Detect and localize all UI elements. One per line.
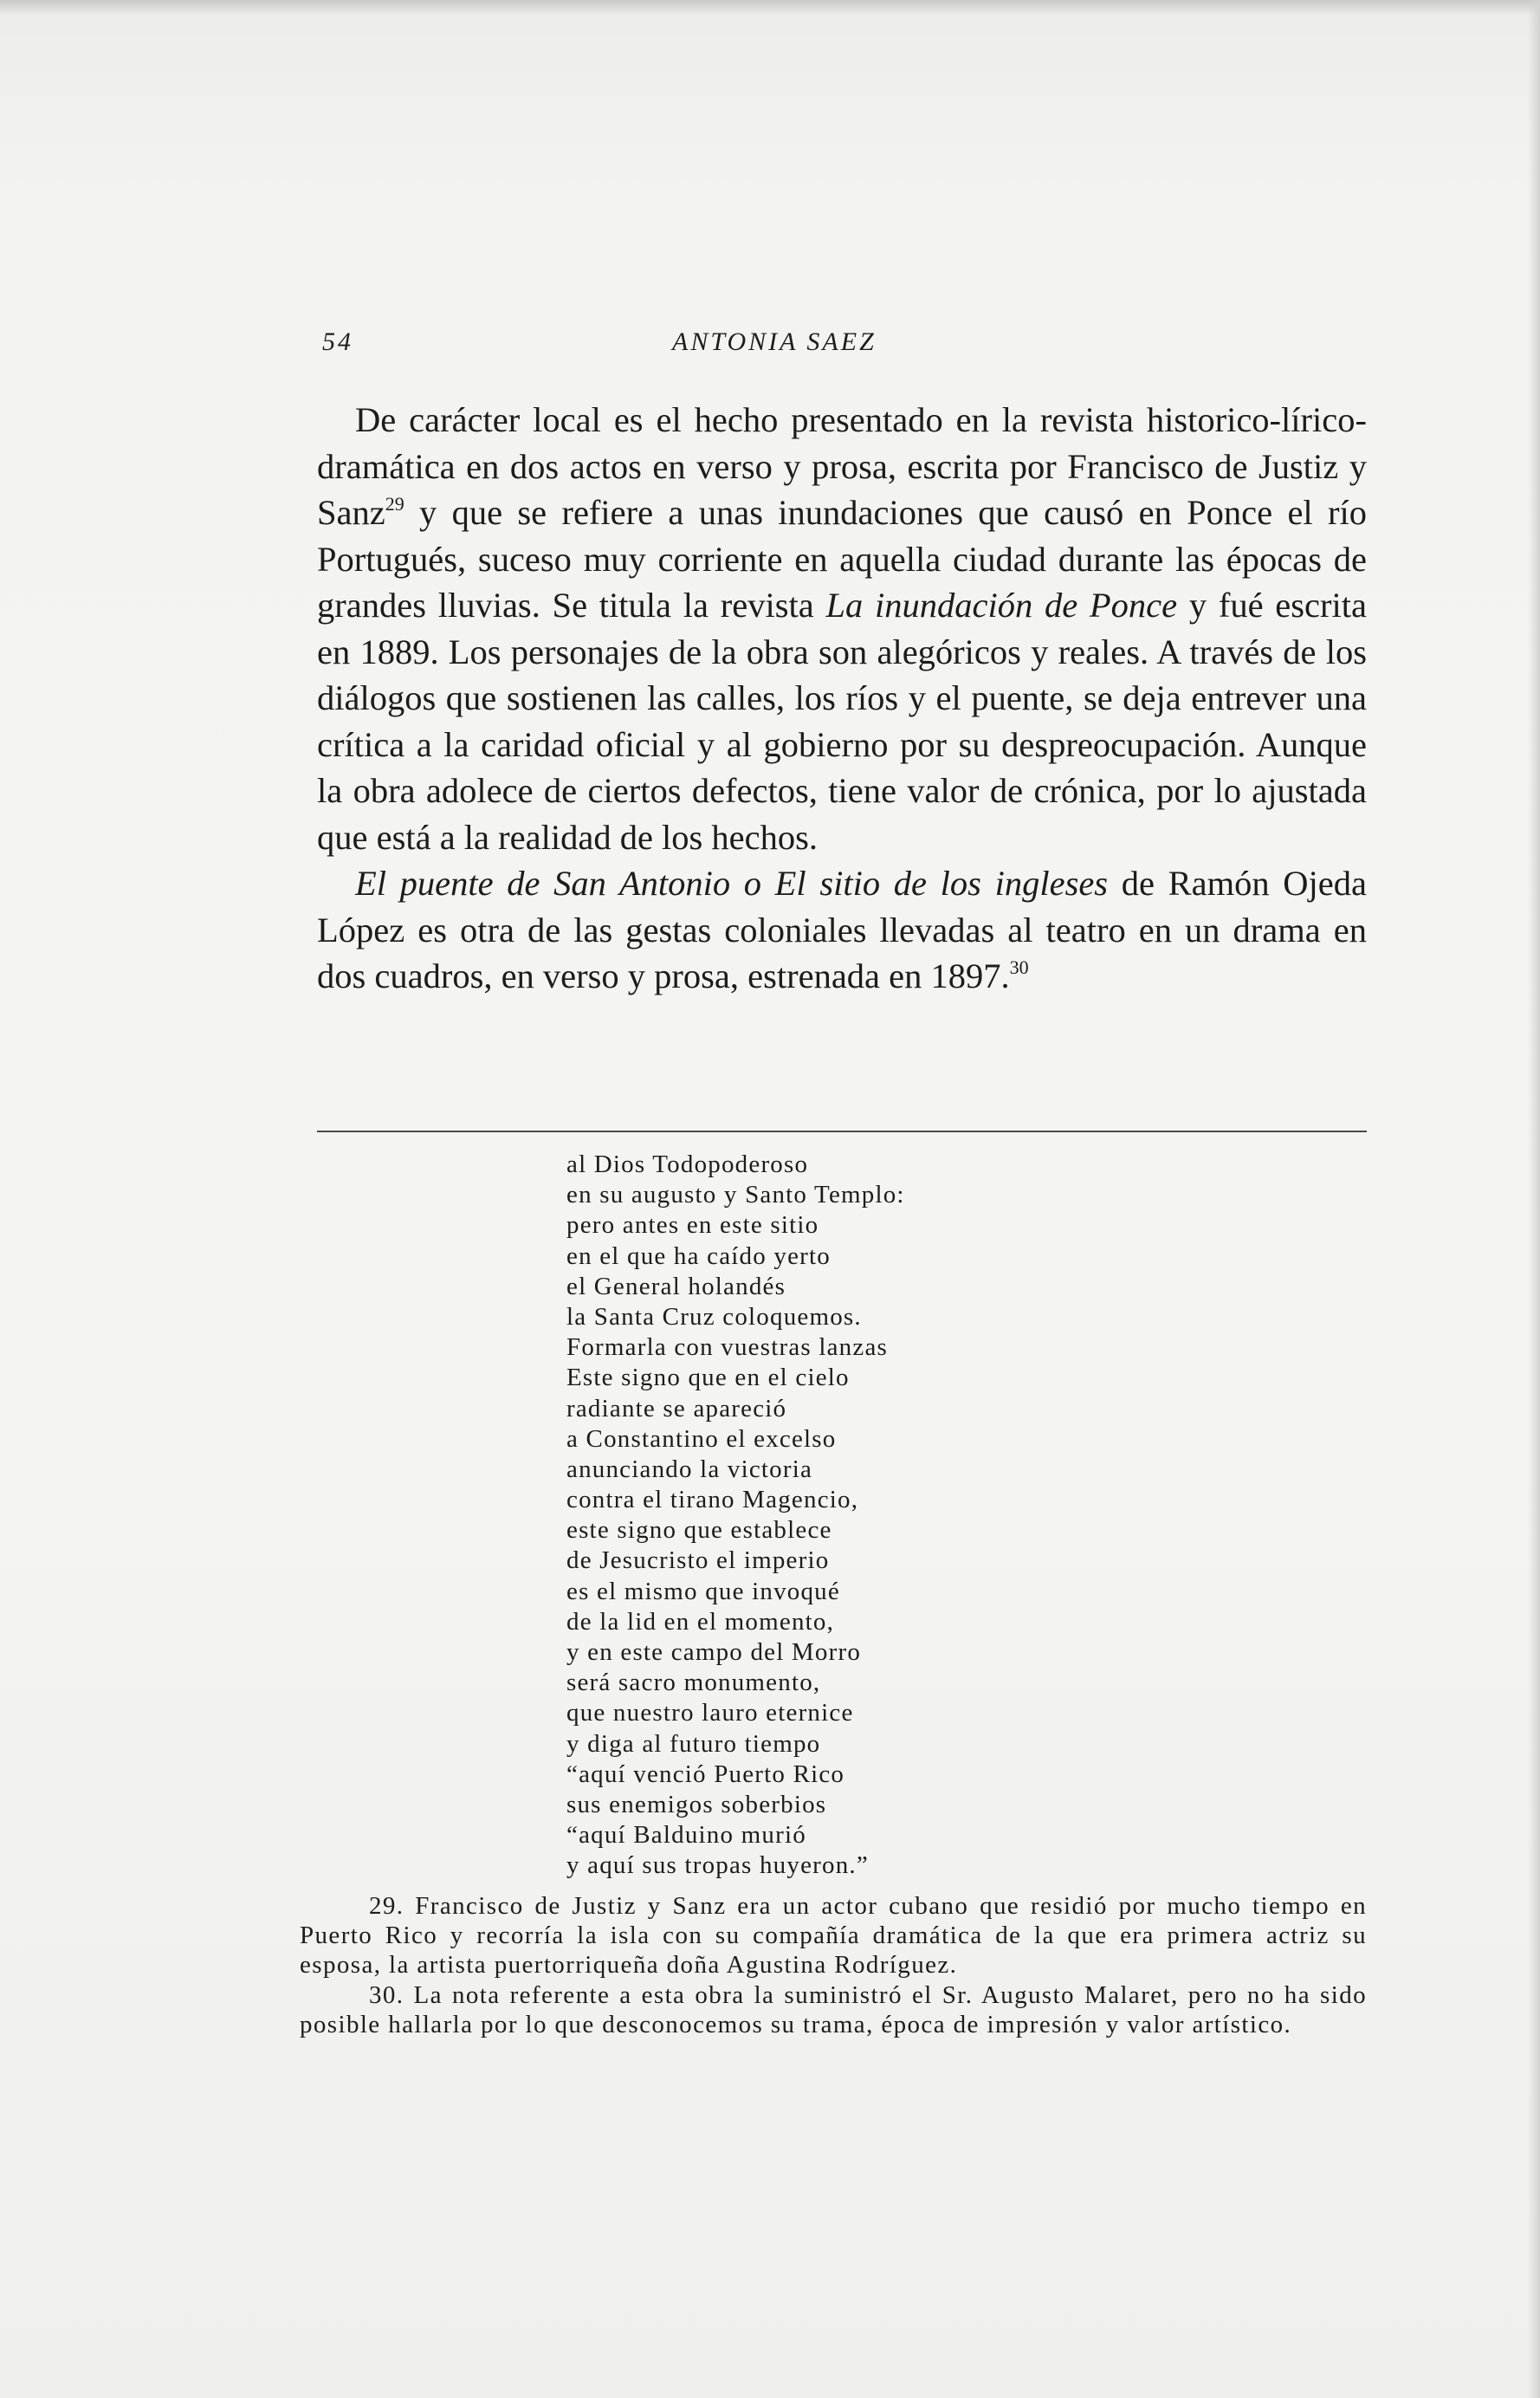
footnote-ref-29: 29 (385, 493, 404, 515)
footnote-30: 30. La nota referente a esta obra la suministró el Sr. Augusto Malaret, pero no ha sido posible hallarla por lo que desconocemos su trama, época de impresión y valor artístico. (300, 1980, 1367, 2038)
verse-line: en el que ha caído yerto (566, 1241, 831, 1270)
verse-quotation (566, 1150, 1173, 1882)
verse-line: a Constantino el excelso (566, 1424, 837, 1453)
verse-line: y en este campo del Morro (566, 1638, 862, 1666)
verse-line: este signo que establece (566, 1516, 832, 1545)
verse-line: anunciando la victoria (566, 1455, 813, 1483)
verse-line: sus enemigos soberbios (566, 1790, 827, 1818)
verse-line: y aquí sus tropas huyeron.” (566, 1851, 869, 1880)
footnote-ref-30: 30 (1009, 956, 1029, 978)
page-number: 54 (322, 327, 353, 356)
paragraph-1-text-cont: y que se refiere a unas inundaciones que causó en Ponce el río Portugués, suceso muy corriente en aquella ciudad durante las épocas de grandes lluvias. Se titula la revista (317, 493, 1367, 625)
work-title-puente: El puente de San Antonio o El sitio de los ingleses (355, 864, 1109, 903)
verse-line: que nuestro lauro eternice (566, 1699, 854, 1727)
footnotes (300, 1891, 1367, 2039)
scan-shadow-right (1528, 0, 1540, 2398)
paragraph-1-text-end: y fué escrita en 1889. Los personajes de la obra son alegóricos y reales. A través de los diálogos que sostienen las calles, los ríos y el puente, se deja entrever una crítica a la caridad oficial y al gobierno por su despreocupación. Aunque la obra adolece de ciertos defectos, tiene valor de crónica, por lo ajustada que está a la realidad de los hechos. (317, 586, 1367, 857)
verse-line: el General holandés (566, 1272, 786, 1300)
verse-line: “aquí venció Puerto Rico (566, 1760, 845, 1788)
paragraph-2-text: de Ramón Ojeda López es otra de las gestas coloniales llevadas al teatro en un drama en dos cuadros, en verso y prosa, estrenada en 1897. (317, 864, 1367, 995)
verse-line: “aquí Balduino murió (566, 1821, 806, 1850)
paragraph-2 (317, 860, 1367, 1000)
footnote-separator-rule (317, 1131, 1367, 1132)
paragraph-1-text: De carácter local es el hecho presentado en la revista historico-lírico-dramática en dos actos en verso y prosa, escrita por Francisco de Justiz y Sanz (317, 400, 1367, 532)
verse-line: en su augusto y Santo Templo: (566, 1181, 905, 1209)
verse-line: al Dios Todopoderoso (566, 1150, 809, 1178)
footnote-29: 29. Francisco de Justiz y Sanz era un actor cubano que residió por mucho tiempo en Puerto Rico y recorría la isla con su compañía dramática de la que era primera actriz su esposa, la artista puertorriqueña doña Agustina Rodríguez. (300, 1892, 1367, 1980)
body-text (317, 397, 1367, 1000)
verse-line: contra el tirano Magencio, (566, 1486, 859, 1514)
verse-line: será sacro monumento, (566, 1669, 821, 1697)
verse-line: de la lid en el momento, (566, 1607, 835, 1636)
work-title-inundacion: La inundación de Ponce (825, 586, 1178, 625)
verse-line: Formarla con vuestras lanzas (566, 1333, 889, 1362)
scan-shadow-top (0, 0, 1540, 16)
running-header (322, 327, 1362, 366)
verse-line: de Jesucristo el imperio (566, 1546, 830, 1575)
verse-line: la Santa Cruz coloquemos. (566, 1302, 862, 1331)
verse-line: es el mismo que invoqué (566, 1577, 840, 1605)
paragraph-1 (317, 397, 1367, 860)
verse-line: radiante se apareció (566, 1394, 787, 1423)
verse-line: Este signo que en el cielo (566, 1364, 850, 1392)
verse-line: y diga al futuro tiempo (566, 1729, 821, 1758)
running-title: ANTONIA SAEZ (672, 327, 877, 356)
verse-line: pero antes en este sitio (566, 1211, 819, 1240)
